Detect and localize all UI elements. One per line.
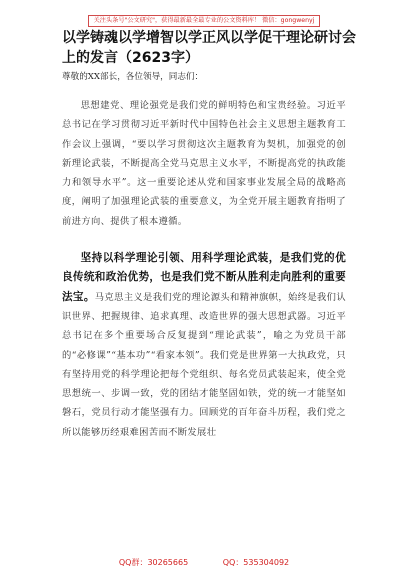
header-banner: 关注头条号"公文研究"，获得最新最全最专业的公文资料库！ 微信：gongwenyj: [88, 15, 321, 27]
paragraph-2-lead: 坚持以科学理论引领、用科学理论武装，是我们党的优良传统和政治优势，也是我们党不断从胜利走向胜利的重要法宝。: [62, 252, 346, 303]
document-body: [62, 96, 346, 442]
document-title: 以学铸魂以学增智以学正风以学促干理论研讨会上的发言（2623字）: [62, 30, 356, 66]
paragraph-2-rest: 马克思主义是我们党的理论源头和精神旗帜，始终是我们认识世界、把握规律、追求真理、改造世界的强大思想武器。习近平总书记在多个重要场合反复提到“理论武装”，喻之为党员干部的“必修课”“基本功”“看家本领”。我们党是世界第一大执政党，只有坚持用党的科学理论把每个党组织、每名党员武装起来，使全党思想统一、步调一致，党的团结才能坚固如铁，党的统一才能坚如磐石，党员行动才能坚强有力。回顾党的百年奋斗历程，我们党之所以能够历经艰难困苦而不断发展壮: [62, 291, 346, 438]
paragraph-2: [62, 249, 346, 442]
footer: [0, 557, 408, 568]
footer-qq: QQ：535304092: [222, 558, 290, 567]
salutation: 尊敬的XX部长，各位领导，同志们：: [62, 72, 204, 82]
paragraph-1: 思想建党、理论强党是我们党的鲜明特色和宝贵经验。习近平总书记在学习贯彻习近平新时代中国特色社会主义思想主题教育工作会议上强调，“要以学习贯彻这次主题教育为契机，加强党的创新理论武装，不断提高全党马克思主义水平，不断提高党的执政能力和领导水平”。这一重要论述从党和国家事业发展全局的战略高度，阐明了加强理论武装的重要意义，为全党开展主题教育指明了前进方向、提供了根本遵循。: [62, 100, 346, 227]
header-banner-wrap: [0, 7, 408, 27]
footer-qq-group: QQ群：30265665: [118, 558, 189, 567]
